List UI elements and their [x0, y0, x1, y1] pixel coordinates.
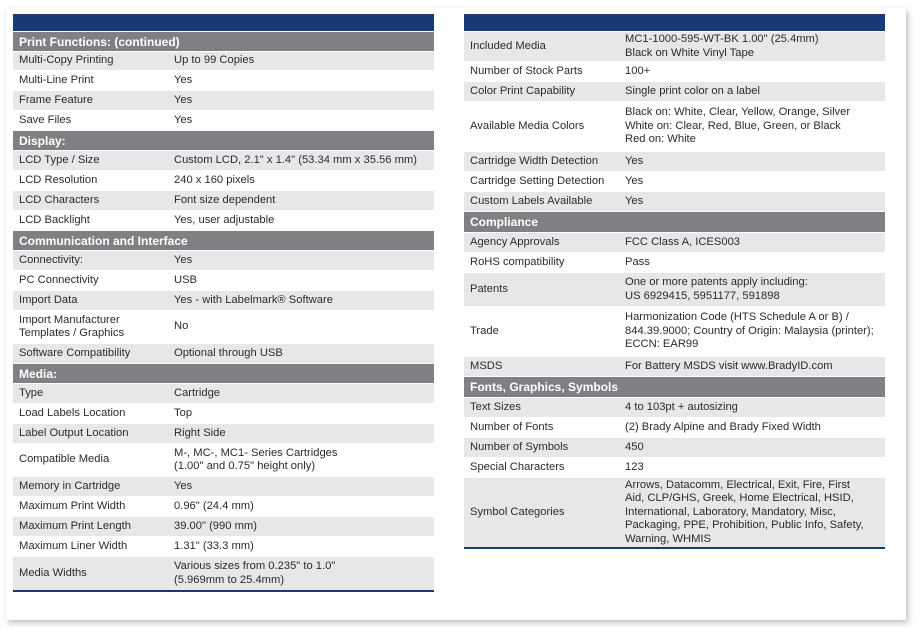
- spec-row: [464, 151, 885, 171]
- left-header-bar: [13, 14, 434, 31]
- spec-row: [464, 191, 885, 211]
- spec-row: [13, 556, 434, 590]
- spec-label: Software Compatibility: [19, 346, 131, 359]
- right-header-bar: [464, 14, 885, 31]
- spec-row: [13, 496, 434, 516]
- spec-row: [13, 150, 434, 170]
- spec-label: Symbol Categories: [470, 505, 565, 518]
- spec-label: Custom Labels Available: [470, 194, 593, 207]
- spec-value: 4 to 103pt + autosizing: [625, 400, 738, 413]
- spec-value: Yes: [174, 113, 193, 126]
- spec-value: Right Side: [174, 426, 226, 439]
- spec-row: [13, 190, 434, 210]
- spec-value: 450: [625, 440, 644, 453]
- spec-row: [464, 477, 885, 547]
- spec-row: [13, 51, 434, 70]
- spec-row: [464, 417, 885, 437]
- spec-value: Yes: [174, 479, 193, 492]
- spec-value: 1.31" (33.3 mm): [174, 539, 254, 552]
- spec-value: Yes: [625, 154, 644, 167]
- spec-value: Yes: [174, 253, 193, 266]
- spec-value: For Battery MSDS visit www.BradyID.com: [625, 359, 833, 372]
- spec-value: Cartridge: [174, 386, 221, 399]
- spec-value: Various sizes from 0.235" to 1.0" (5.969mm to 25.4mm): [174, 560, 336, 586]
- section-header: Display:: [13, 130, 434, 150]
- spec-value: Black on: White, Clear, Yellow, Orange, Silver White on: Clear, Red, Blue, Green, or Black Red on: White: [625, 106, 851, 146]
- spec-label: Type: [19, 386, 44, 399]
- spec-label: LCD Backlight: [19, 213, 90, 226]
- section-header: Print Functions: (continued): [13, 31, 434, 51]
- section-header: Media:: [13, 363, 434, 383]
- spec-label: Import Manufacturer Templates / Graphics: [19, 313, 125, 339]
- spec-value: Pass: [625, 255, 650, 268]
- spec-row: [464, 457, 885, 477]
- spec-label: Agency Approvals: [470, 235, 560, 248]
- spec-row: [464, 252, 885, 272]
- spec-row: [464, 232, 885, 252]
- spec-label: Label Output Location: [19, 426, 129, 439]
- spec-label: Media Widths: [19, 566, 87, 579]
- spec-row: [13, 383, 434, 403]
- spec-row: [13, 343, 434, 363]
- spec-value: 240 x 160 pixels: [174, 173, 255, 186]
- spec-label: Multi-Line Print: [19, 73, 94, 86]
- spec-label: Maximum Print Width: [19, 499, 126, 512]
- spec-row: [464, 356, 885, 376]
- spec-row: [464, 101, 885, 151]
- spec-value: Font size dependent: [174, 193, 276, 206]
- spec-label: Memory in Cartridge: [19, 479, 121, 492]
- spec-value: 123: [625, 460, 644, 473]
- spec-row: [464, 171, 885, 191]
- spec-label: Special Characters: [470, 460, 565, 473]
- spec-label: PC Connectivity: [19, 273, 99, 286]
- spec-value: MC1-1000-595-WT-BK 1.00" (25.4mm) Black on White Vinyl Tape: [625, 33, 819, 59]
- spec-row: [464, 31, 885, 61]
- spec-row: [13, 270, 434, 290]
- spec-row: [13, 536, 434, 556]
- spec-label: LCD Type / Size: [19, 153, 100, 166]
- spec-row: [13, 403, 434, 423]
- spec-row: [464, 61, 885, 81]
- spec-label: Maximum Liner Width: [19, 539, 128, 552]
- right-bottom-rule: [464, 547, 885, 549]
- spec-row: [13, 210, 434, 230]
- spec-label: Load Labels Location: [19, 406, 126, 419]
- spec-row: [464, 437, 885, 457]
- spec-label: Number of Symbols: [470, 440, 569, 453]
- spec-value: One or more patents apply including: US 6929415, 5951177, 591898: [625, 276, 808, 302]
- spec-row: [13, 423, 434, 443]
- spec-row: [13, 170, 434, 190]
- spec-value: M-, MC-, MC1- Series Cartridges (1.00" and 0.75" height only): [174, 446, 338, 472]
- spec-value: Top: [174, 406, 193, 419]
- spec-row: [464, 306, 885, 356]
- spec-value: Harmonization Code (HTS Schedule A or B) / 844.39.9000; Country of Origin: Malaysia (printer); ECCN: EAR99: [625, 311, 874, 351]
- spec-label: Import Data: [19, 293, 78, 306]
- spec-value: No: [174, 320, 189, 333]
- spec-value: Yes: [174, 93, 193, 106]
- spec-value: Yes: [625, 194, 644, 207]
- spec-value: 100+: [625, 64, 651, 77]
- spec-label: Connectivity:: [19, 253, 84, 266]
- spec-label: Cartridge Width Detection: [470, 154, 599, 167]
- spec-value: Single print color on a label: [625, 84, 760, 97]
- section-header: Compliance: [464, 211, 885, 232]
- spec-row: [13, 70, 434, 90]
- spec-label: Save Files: [19, 113, 72, 126]
- spec-row: [464, 81, 885, 101]
- spec-value: (2) Brady Alpine and Brady Fixed Width: [625, 420, 821, 433]
- spec-row: [13, 250, 434, 270]
- section-header: Fonts, Graphics, Symbols: [464, 376, 885, 397]
- spec-value: Yes - with Labelmark® Software: [174, 293, 333, 306]
- spec-value: 0.96" (24.4 mm): [174, 499, 254, 512]
- spec-label: Patents: [470, 282, 508, 295]
- spec-value: Up to 99 Copies: [174, 54, 255, 67]
- spec-value: Yes, user adjustable: [174, 213, 275, 226]
- spec-label: MSDS: [470, 359, 503, 372]
- spec-value: Yes: [174, 73, 193, 86]
- spec-label: Number of Stock Parts: [470, 64, 583, 77]
- spec-label: Color Print Capability: [470, 84, 576, 97]
- spec-row: [13, 476, 434, 496]
- section-header: Communication and Interface: [13, 230, 434, 250]
- spec-row: [464, 397, 885, 417]
- spec-row: [13, 290, 434, 310]
- spec-label: Included Media: [470, 39, 546, 52]
- spec-row: [13, 90, 434, 110]
- spec-label: LCD Characters: [19, 193, 100, 206]
- right-spec-column: [464, 14, 885, 549]
- spec-row: [13, 443, 434, 476]
- spec-row: [464, 272, 885, 306]
- left-spec-column: [13, 14, 434, 592]
- spec-label: Text Sizes: [470, 400, 521, 413]
- spec-label: Number of Fonts: [470, 420, 554, 433]
- spec-label: Trade: [470, 324, 499, 337]
- spec-row: [13, 110, 434, 130]
- spec-value: Custom LCD, 2.1" x 1.4" (53.34 mm x 35.56 mm): [174, 153, 417, 166]
- spec-value: Arrows, Datacomm, Electrical, Exit, Fire, First Aid, CLP/GHS, Greek, Home Electrical, HSID, International, Laboratory, Mandatory, Misc, Packaging, PPE, Prohibition, Public Info, Safety, Warning, WHMIS: [625, 478, 864, 545]
- spec-label: Maximum Print Length: [19, 519, 131, 532]
- spec-label: Compatible Media: [19, 453, 110, 466]
- spec-label: LCD Resolution: [19, 173, 98, 186]
- spec-row: [13, 310, 434, 343]
- spec-value: USB: [174, 273, 198, 286]
- spec-label: Cartridge Setting Detection: [470, 174, 605, 187]
- spec-value: 39.00" (990 mm): [174, 519, 257, 532]
- spec-value: FCC Class A, ICES003: [625, 235, 741, 248]
- spec-row: [13, 516, 434, 536]
- left-bottom-rule: [13, 590, 434, 592]
- spec-label: Multi-Copy Printing: [19, 54, 114, 67]
- spec-value: Optional through USB: [174, 346, 283, 359]
- spec-label: Available Media Colors: [470, 119, 585, 132]
- spec-label: RoHS compatibility: [470, 255, 565, 268]
- spec-value: Yes: [625, 174, 644, 187]
- spec-label: Frame Feature: [19, 93, 93, 106]
